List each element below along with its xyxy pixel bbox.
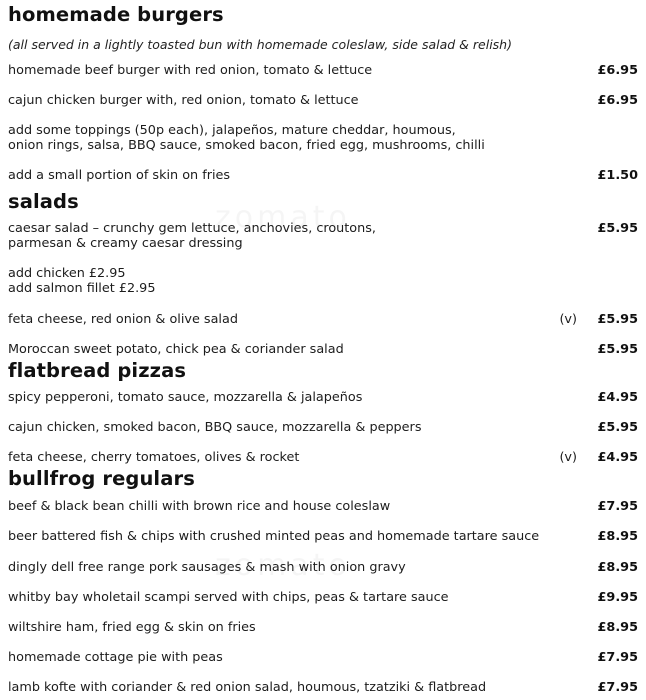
menu-item	[8, 620, 638, 640]
section-title-salads: salads	[8, 190, 79, 213]
vegetarian-tag: (v)	[559, 450, 577, 465]
menu-item	[8, 529, 638, 549]
item-price: £8.95	[597, 529, 638, 544]
item-price: £8.95	[597, 620, 638, 635]
menu-item	[8, 420, 638, 440]
item-price: £9.95	[597, 590, 638, 605]
section-title-pizzas: flatbread pizzas	[8, 359, 187, 382]
item-description: feta cheese, cherry tomatoes, olives & rocket	[8, 450, 300, 465]
item-description: beef & black bean chilli with brown rice and house coleslaw	[8, 499, 391, 514]
item-description: Moroccan sweet potato, chick pea & coriander salad	[8, 342, 344, 357]
vegetarian-tag: (v)	[559, 312, 577, 327]
item-description-line: parmesan & creamy caesar dressing	[8, 236, 243, 251]
item-price: £6.95	[597, 93, 638, 108]
menu-item	[8, 221, 638, 253]
item-price: £5.95	[597, 342, 638, 357]
item-description: feta cheese, red onion & olive salad	[8, 312, 238, 327]
menu-item	[8, 63, 638, 83]
section-note-burgers: (all served in a lightly toasted bun with homemade coleslaw, side salad & relish)	[8, 37, 512, 52]
item-price: £5.95	[597, 420, 638, 435]
item-price: £7.95	[597, 680, 638, 695]
menu-item-toppings	[8, 123, 638, 155]
section-title-burgers: homemade burgers	[8, 3, 224, 26]
item-description-line: onion rings, salsa, BBQ sauce, smoked bacon, fried egg, mushrooms, chilli	[8, 138, 485, 153]
menu-item	[8, 312, 638, 332]
item-description-line: caesar salad – crunchy gem lettuce, anchovies, croutons,	[8, 221, 376, 236]
menu-item	[8, 93, 638, 113]
item-price: £5.95	[597, 221, 638, 236]
item-description-line: add some toppings (50p each), jalapeños, mature cheddar, houmous,	[8, 123, 456, 138]
item-description	[8, 266, 155, 296]
item-description-line: add salmon fillet £2.95	[8, 281, 156, 296]
item-price: £5.95	[597, 312, 638, 327]
item-description	[8, 221, 376, 251]
menu-item	[8, 650, 638, 670]
item-description: spicy pepperoni, tomato sauce, mozzarella & jalapeños	[8, 390, 363, 405]
item-description: dingly dell free range pork sausages & mash with onion gravy	[8, 560, 406, 575]
item-description: homemade beef burger with red onion, tomato & lettuce	[8, 63, 373, 78]
menu-item	[8, 680, 638, 700]
section-title-regulars: bullfrog regulars	[8, 467, 195, 490]
item-description: homemade cottage pie with peas	[8, 650, 223, 665]
item-price: £4.95	[597, 450, 638, 465]
menu-item	[8, 590, 638, 610]
item-description	[8, 123, 485, 153]
item-price: £4.95	[597, 390, 638, 405]
item-price: £6.95	[597, 63, 638, 78]
item-description: cajun chicken burger with, red onion, tomato & lettuce	[8, 93, 359, 108]
item-description-line: add chicken £2.95	[8, 266, 126, 281]
item-description: lamb kofte with coriander & red onion salad, houmous, tzatziki & flatbread	[8, 680, 487, 695]
item-description: whitby bay wholetail scampi served with chips, peas & tartare sauce	[8, 590, 449, 605]
item-price: £7.95	[597, 650, 638, 665]
item-price: £8.95	[597, 560, 638, 575]
item-description: cajun chicken, smoked bacon, BBQ sauce, mozzarella & peppers	[8, 420, 422, 435]
item-description: beer battered fish & chips with crushed minted peas and homemade tartare sauce	[8, 529, 540, 544]
menu-item	[8, 390, 638, 410]
item-description: wiltshire ham, fried egg & skin on fries	[8, 620, 256, 635]
menu-item	[8, 499, 638, 519]
menu-item	[8, 168, 638, 188]
menu-item	[8, 560, 638, 580]
item-price: £1.50	[597, 168, 638, 183]
item-price: £7.95	[597, 499, 638, 514]
item-description: add a small portion of skin on fries	[8, 168, 231, 183]
menu-item-addons	[8, 266, 638, 298]
